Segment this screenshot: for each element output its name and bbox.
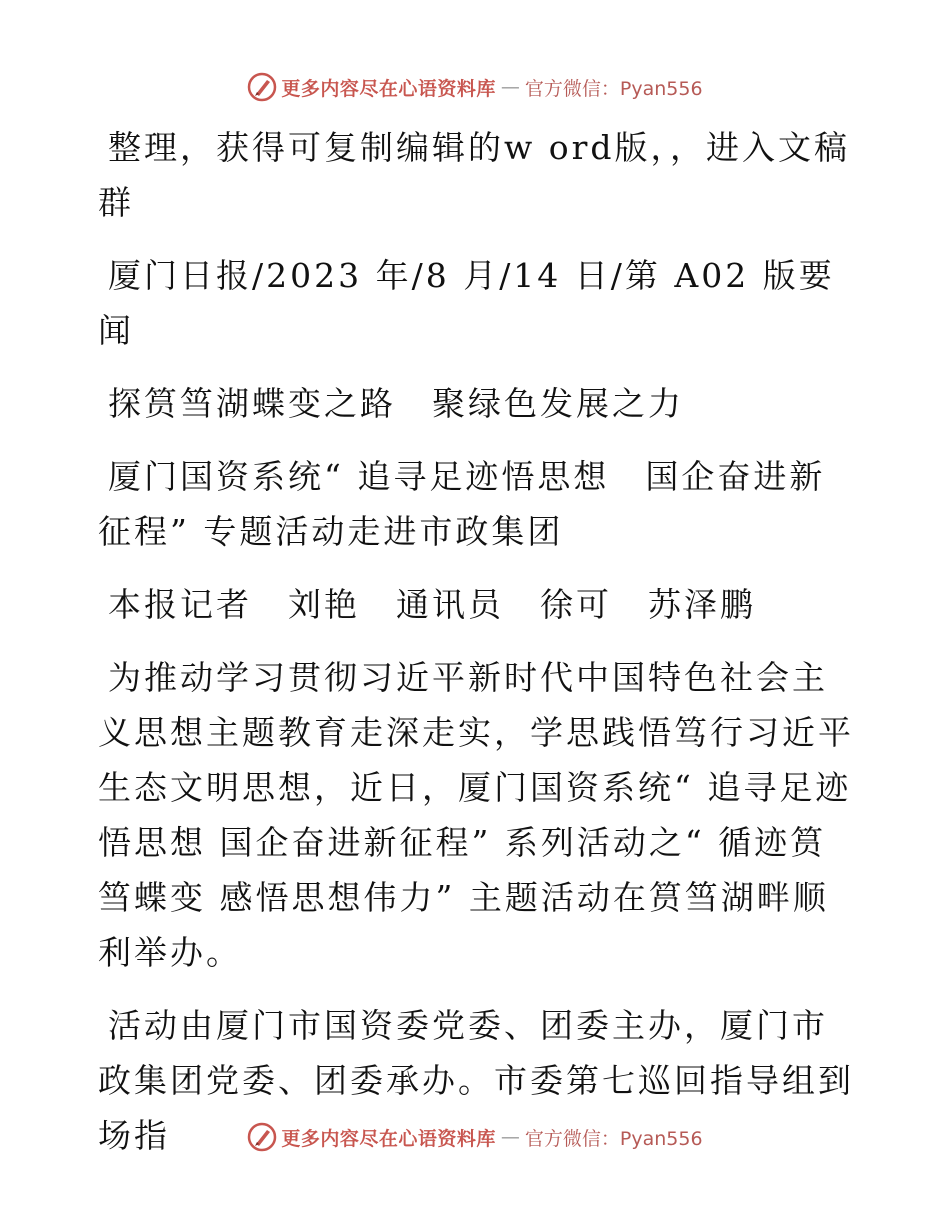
quill-pen-circle-icon xyxy=(247,1122,277,1152)
quill-pen-circle-icon xyxy=(247,72,277,102)
article-body xyxy=(98,120,858,1181)
source-line: 厦门日报/2023 年/8 月/14 日/第 A02 版要闻 xyxy=(98,256,835,350)
body-paragraph: 为推动学习贯彻习近平新时代中国特色社会主义思想主题教育走深走实，学思践悟笃行习近平生态文明思想，近日，厦门国资系统“ 追寻足迹悟思想 国企奋进新征程” 系列活动之“ 循迹筼筜蝶变 感悟思想伟力” 主题活动在筼筜湖畔顺利举办。 xyxy=(98,658,854,972)
watermark-brand: 更多内容尽在心语资料库 xyxy=(281,77,496,100)
watermark-separator: — xyxy=(500,1126,520,1148)
header-watermark xyxy=(0,72,950,102)
watermark-brand: 更多内容尽在心语资料库 xyxy=(281,1127,496,1150)
byline: 本报记者 刘艳 通讯员 徐可 苏泽鹏 xyxy=(108,585,756,624)
body-paragraph: 活动由厦门市国资委党委、团委主办，厦门市政集团党委、团委承办。市委第七巡回指导组到场指 xyxy=(98,1006,854,1155)
intro-note: 整理，获得可复制编辑的w ord版，，进入文稿群 xyxy=(98,128,851,222)
watermark-contact: 官方微信：Pyan556 xyxy=(524,1127,703,1150)
article-title: 探筼筜湖蝶变之路 聚绿色发展之力 xyxy=(108,384,684,423)
watermark-separator: — xyxy=(500,76,520,98)
article-subtitle: 厦门国资系统“ 追寻足迹悟思想 国企奋进新征程” 专题活动走进市政集团 xyxy=(98,457,826,551)
footer-watermark xyxy=(0,1122,950,1152)
watermark-contact: 官方微信：Pyan556 xyxy=(524,77,703,100)
